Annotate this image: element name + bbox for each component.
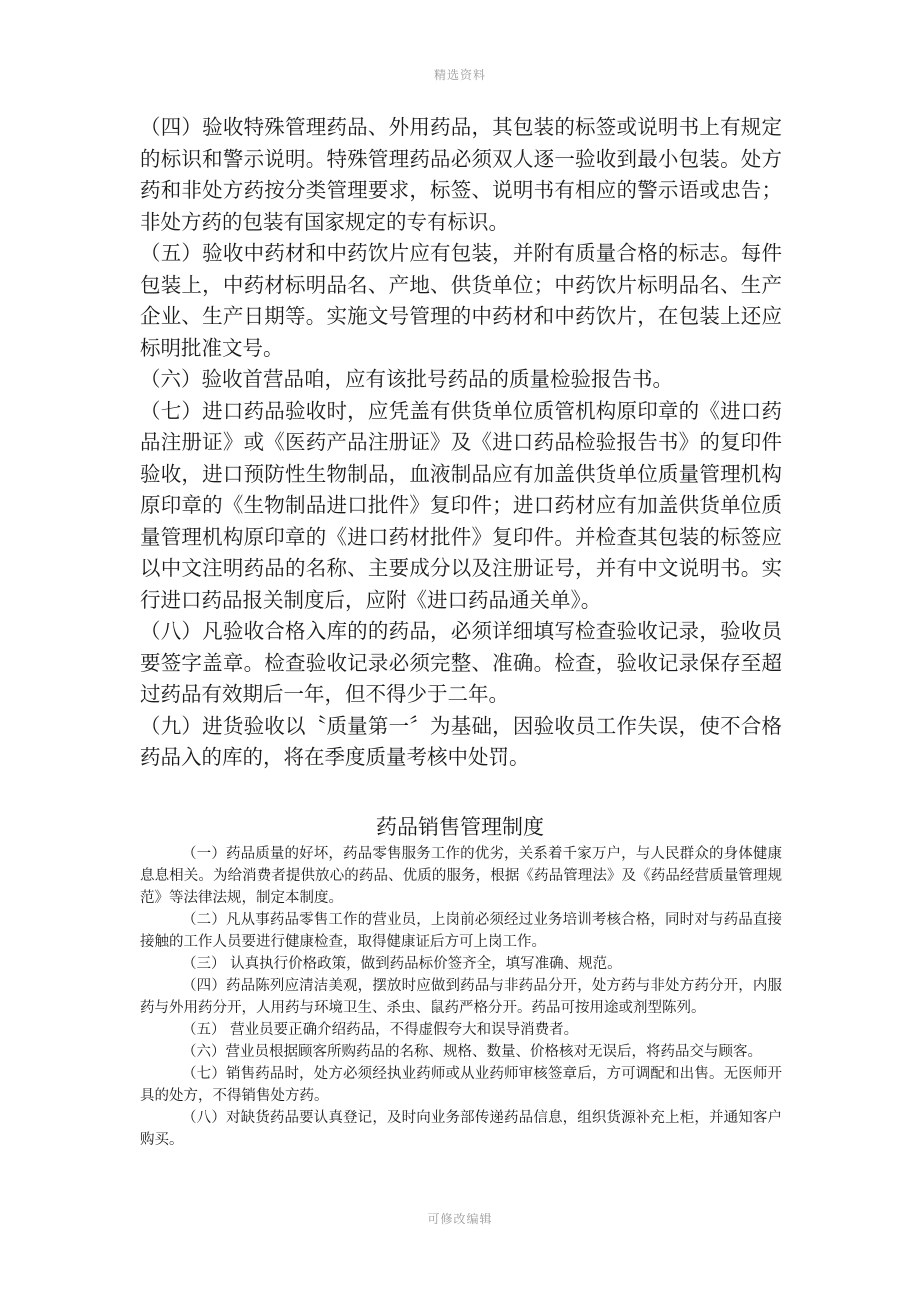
paragraph-8: （八）凡验收合格入库的的药品，必须详细填写检查验收记录，验收员要签字盖章。检查验收记录必须完整、准确。检查，验收记录保存至超过药品有效期后一年，但不得少于二年。 (140, 619, 782, 706)
sales-paragraph-8: （八）对缺货药品要认真登记，及时向业务部传递药品信息，组织货源补充上柜，并通知客户购买。 (140, 1110, 782, 1148)
paragraph-7: （七）进口药品验收时，应凭盖有供货单位质管机构原印章的《进口药品注册证》或《医药产品注册证》及《进口药品检验报告书》的复印件验收，进口预防性生物制品，血液制品应有加盖供货单位质量管理机构原印章的《生物制品进口批件》复印件；进口药材应有加盖供货单位质量管理机构原印章的《进口药材批件》复印件。并检查其包装的标签应以中文注明药品的名称、主要成分以及注册证号，并有中文说明书。实行进口药品报关制度后，应附《进口药品通关单》。 (140, 398, 782, 612)
sales-paragraph-7: （七）销售药品时，处方必须经执业药师或从业药师审核签章后，方可调配和出售。无医师开具的处方，不得销售处方药。 (140, 1066, 782, 1104)
header-watermark: 精选资料 (433, 68, 486, 82)
sales-paragraph-2: （二）凡从事药品零售工作的营业员，上岗前必须经过业务培训考核合格，同时对与药品直接接触的工作人员要进行健康检查，取得健康证后方可上岗工作。 (140, 912, 782, 950)
sales-policy-title: 药品销售管理制度 (376, 815, 544, 839)
sales-paragraph-5: （五） 营业员要正确介绍药品，不得虚假夸大和误导消费者。 (182, 1022, 579, 1038)
paragraph-4: （四）验收特殊管理药品、外用药品，其包装的标签或说明书上有规定的标识和警示说明。特殊管理药品必须双人逐一验收到最小包装。处方药和非处方药按分类管理要求，标签、说明书有相应的警示语或忠告；非处方药的包装有国家规定的专有标识。 (140, 115, 782, 234)
sales-policy-section (140, 843, 782, 1151)
sales-paragraph-4: （四）药品陈列应清洁美观，摆放时应做到药品与非药品分开，处方药与非处方药分开，内服药与外用药分开，人用药与环境卫生、杀虫、鼠药严格分开。药品可按用途或剂型陈列。 (140, 978, 782, 1016)
sales-paragraph-1: （一）药品质量的好坏，药品零售服务工作的优劣，关系着千家万户，与人民群众的身体健康息息相关。为给消费者提供放心的药品、优质的服务，根据《药品管理法》及《药品经营质量管理规范》等法律法规，制定本制度。 (140, 846, 782, 906)
paragraph-6: （六）验收首营品咱，应有该批号药品的质量检验报告书。 (140, 367, 673, 391)
sales-paragraph-3: （三） 认真执行价格政策，做到药品标价签齐全，填写准确、规范。 (182, 956, 622, 972)
footer-watermark: 可修改编辑 (427, 1212, 493, 1226)
paragraph-9: （九）进货验收以〝质量第一〞为基础，因验收员工作失误，使不合格药品入的库的，将在季度质量考核中处罚。 (140, 713, 782, 769)
sales-paragraph-6: （六）营业员根据顾客所购药品的名称、规格、数量、价格核对无误后，将药品交与顾客。 (182, 1044, 763, 1060)
acceptance-rules-section (140, 112, 782, 774)
paragraph-5: （五）验收中药材和中药饮片应有包装，并附有质量合格的标志。每件包装上，中药材标明品名、产地、供货单位；中药饮片标明品名、生产企业、生产日期等。实施文号管理的中药材和中药饮片，在包装上还应标明批准文号。 (140, 241, 782, 360)
